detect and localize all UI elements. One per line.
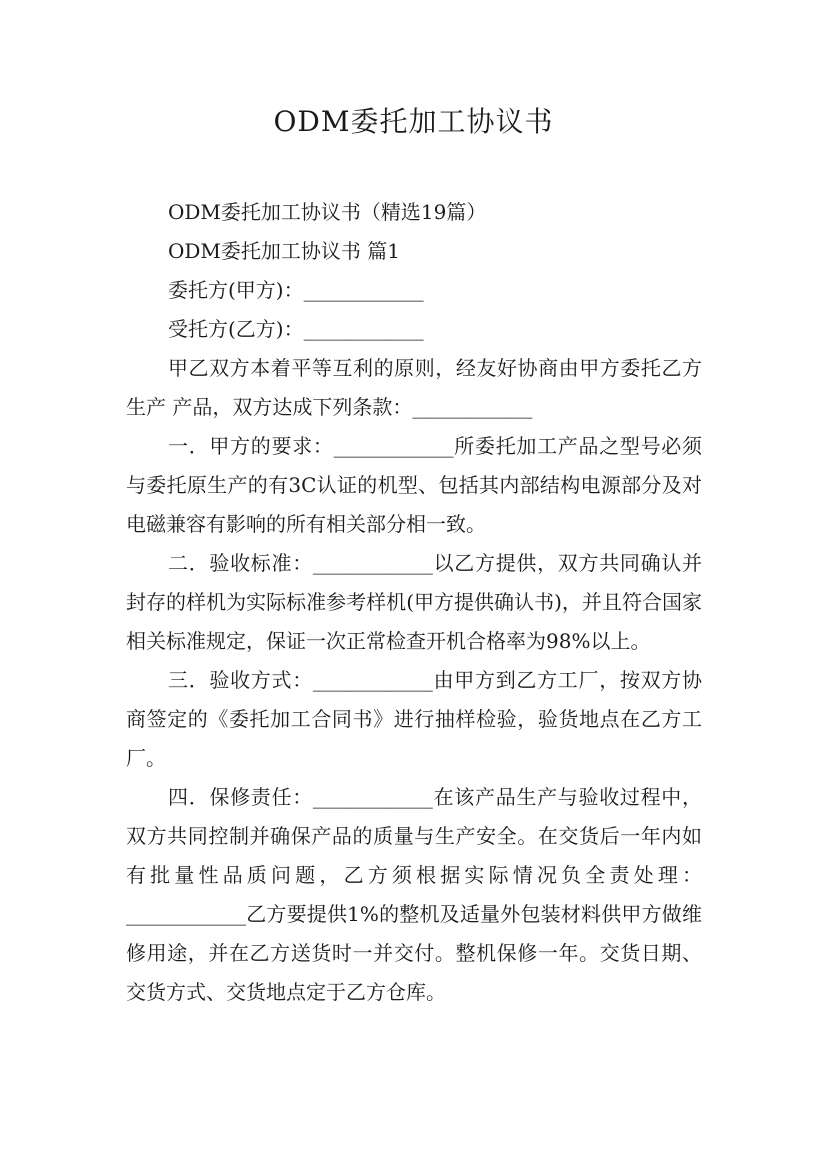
party-a-line: 委托方(甲方)：____________ xyxy=(168,278,424,302)
party-b-line: 受托方(乙方)：____________ xyxy=(168,317,424,341)
subtitle-line: ODM委托加工协议书（精选19篇） xyxy=(168,200,487,224)
clause-4-paragraph: 四．保修责任：____________在该产品生产与验收过程中，双方共同控制并确保产品的质量与生产安全。在交货后一年内如有批量性品质问题，乙方须根据实际情况负全责处理：____________乙方要提供1%的整机及适量外包装材料供甲方做维修用途，并在乙方送货时一并交付。整机保修一年。交货日期、交货方式、交货地点定于乙方仓库。 xyxy=(126,785,702,1004)
document-title: ODM委托加工协议书 xyxy=(273,105,554,138)
clause-3-paragraph: 三．验收方式：____________由甲方到乙方工厂，按双方协商签定的《委托加工合同书》进行抽样检验，验货地点在乙方工厂。 xyxy=(126,668,702,770)
clause-2-paragraph: 二．验收标准：____________以乙方提供，双方共同确认并封存的样机为实际标准参考样机(甲方提供确认书)，并且符合国家相关标准规定，保证一次正常检查开机合格率为98%以上。 xyxy=(126,551,702,653)
document-body xyxy=(126,193,702,1012)
section-heading: ODM委托加工协议书 篇1 xyxy=(168,239,400,263)
preamble-paragraph: 甲乙双方本着平等互利的原则，经友好协商由甲方委托乙方生产 产品，双方达成下列条款：____________ xyxy=(126,356,702,419)
clause-1-paragraph: 一．甲方的要求：____________所委托加工产品之型号必须与委托原生产的有3C认证的机型、包括其内部结构电源部分及对电磁兼容有影响的所有相关部分相一致。 xyxy=(126,434,702,536)
